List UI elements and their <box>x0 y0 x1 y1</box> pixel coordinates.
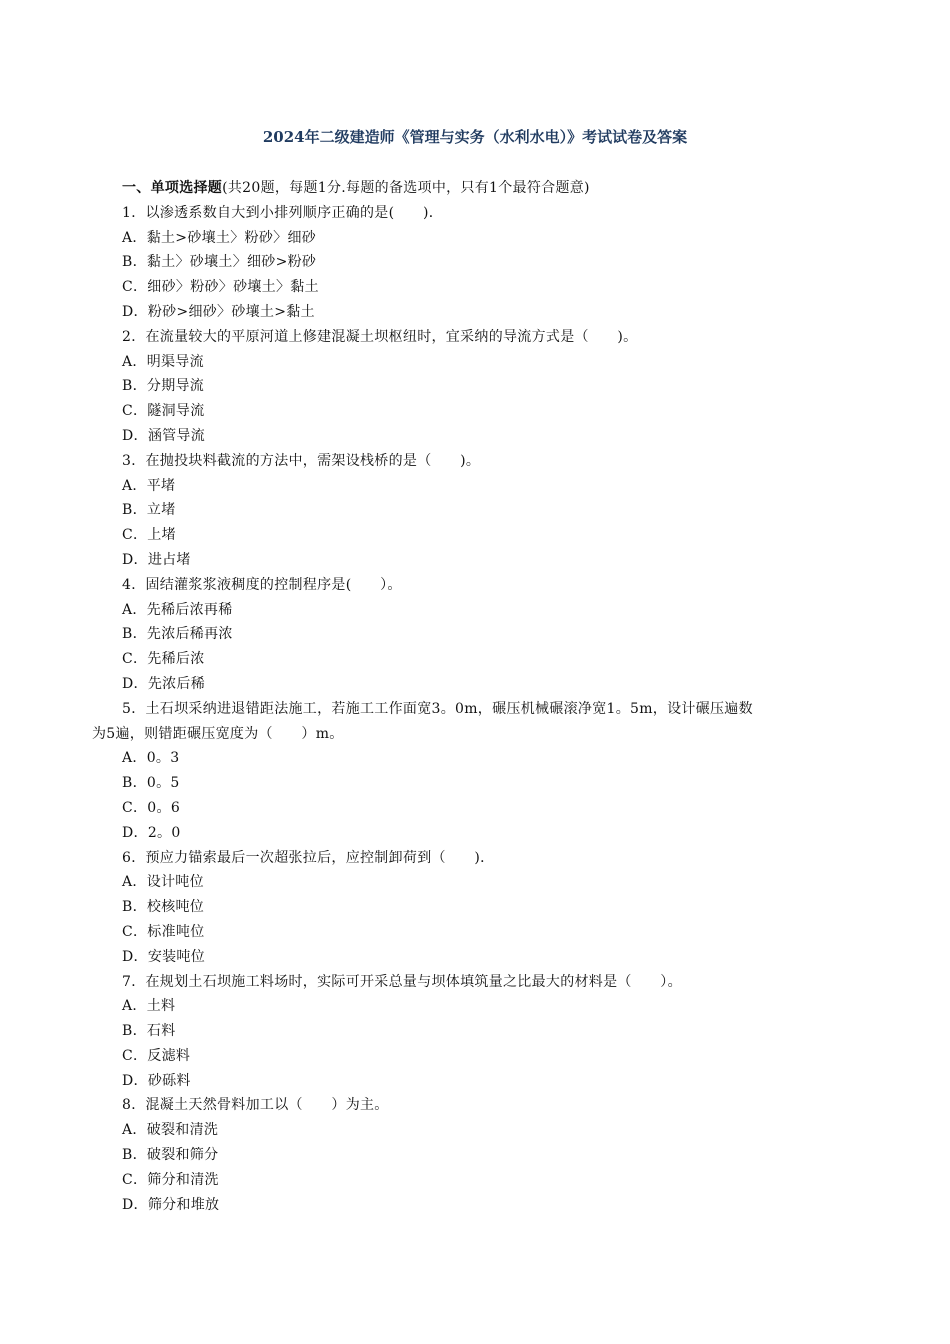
section-heading-label: 一、单项选择题 <box>122 180 223 196</box>
document-body <box>92 176 862 1217</box>
answer-option: A．平堵 <box>122 477 176 494</box>
answer-option: A．黏土>砂壤土〉粉砂〉细砂 <box>122 229 317 246</box>
answer-option: C．0。6 <box>122 799 181 816</box>
question-text: 6．预应力锚索最后一次超张拉后，应控制卸荷到（ )． <box>122 849 495 866</box>
answer-option: D．筛分和堆放 <box>122 1196 220 1213</box>
answer-option: B．校核吨位 <box>122 899 205 916</box>
question-line-continuation: 为5遍，则错距碾压宽度为（ ）m。 <box>92 725 344 742</box>
answer-option: D．安装吨位 <box>122 948 206 965</box>
answer-option: A．破裂和清洗 <box>122 1122 219 1139</box>
answer-option: B．石料 <box>122 1023 176 1040</box>
answer-option: C．隧洞导流 <box>122 403 205 420</box>
answer-option: C．上堵 <box>122 527 176 544</box>
question-text: 4．固结灌浆浆液稠度的控制程序是( ）。 <box>122 576 402 593</box>
answer-option: A．设计吨位 <box>122 874 204 891</box>
answer-option: A．土料 <box>122 998 176 1015</box>
answer-option: C．反滤料 <box>122 1047 191 1064</box>
answer-option: B．立堵 <box>122 502 176 519</box>
answer-option: B．分期导流 <box>122 378 205 395</box>
answer-option: D．先浓后稀 <box>122 675 206 692</box>
answer-option: B．先浓后稀再浓 <box>122 626 233 643</box>
answer-option: A．0。3 <box>122 750 180 767</box>
section-heading-note: (共20题，每题1分.每题的备选项中，只有1个最符合题意) <box>222 180 590 196</box>
answer-option: D．进占堵 <box>122 551 191 568</box>
question-text: 3．在抛投块料截流的方法中，需架设栈桥的是（ )。 <box>122 452 481 469</box>
question-text: 7．在规划土石坝施工料场时，实际可开采总量与坝体填筑量之比最大的材料是（ ）。 <box>122 973 682 990</box>
question-lines-continued <box>92 746 862 1217</box>
answer-option: A．明渠导流 <box>122 353 204 370</box>
question-text: 5．土石坝采纳进退错距法施工，若施工工作面宽3。0m，碾压机械碾滚净宽1。5m，设计碾压遍数 <box>122 700 753 717</box>
answer-option: B．黏土〉砂壤土〉细砂>粉砂 <box>122 254 317 271</box>
answer-option: C．筛分和清洗 <box>122 1171 219 1188</box>
answer-option: D．2。0 <box>122 824 181 841</box>
answer-option: D．砂砾料 <box>122 1072 191 1089</box>
question-text: 1．以渗透系数自大到小排列顺序正确的是( )． <box>122 204 444 221</box>
answer-option: C．先稀后浓 <box>122 651 205 668</box>
answer-option: D．粉砂>细砂〉砂壤土>黏土 <box>122 303 315 320</box>
answer-option: B．0。5 <box>122 775 180 792</box>
question-text: 2．在流量较大的平原河道上修建混凝土坝枢纽时，宜采纳的导流方式是（ )。 <box>122 328 638 345</box>
question-text: 8．混凝土天然骨料加工以（ ）为主。 <box>122 1097 389 1114</box>
answer-option: A．先稀后浓再稀 <box>122 601 233 618</box>
answer-option: D．涵管导流 <box>122 427 206 444</box>
document-title: 2024年二级建造师《管理与实务（水利水电）》考试试卷及答案 <box>262 128 688 146</box>
answer-option: C．标准吨位 <box>122 923 205 940</box>
section-heading <box>92 176 862 201</box>
question-lines <box>92 201 862 722</box>
answer-option: B．破裂和筛分 <box>122 1147 219 1164</box>
answer-option: C．细砂〉粉砂〉砂壤土〉黏土 <box>122 279 319 296</box>
